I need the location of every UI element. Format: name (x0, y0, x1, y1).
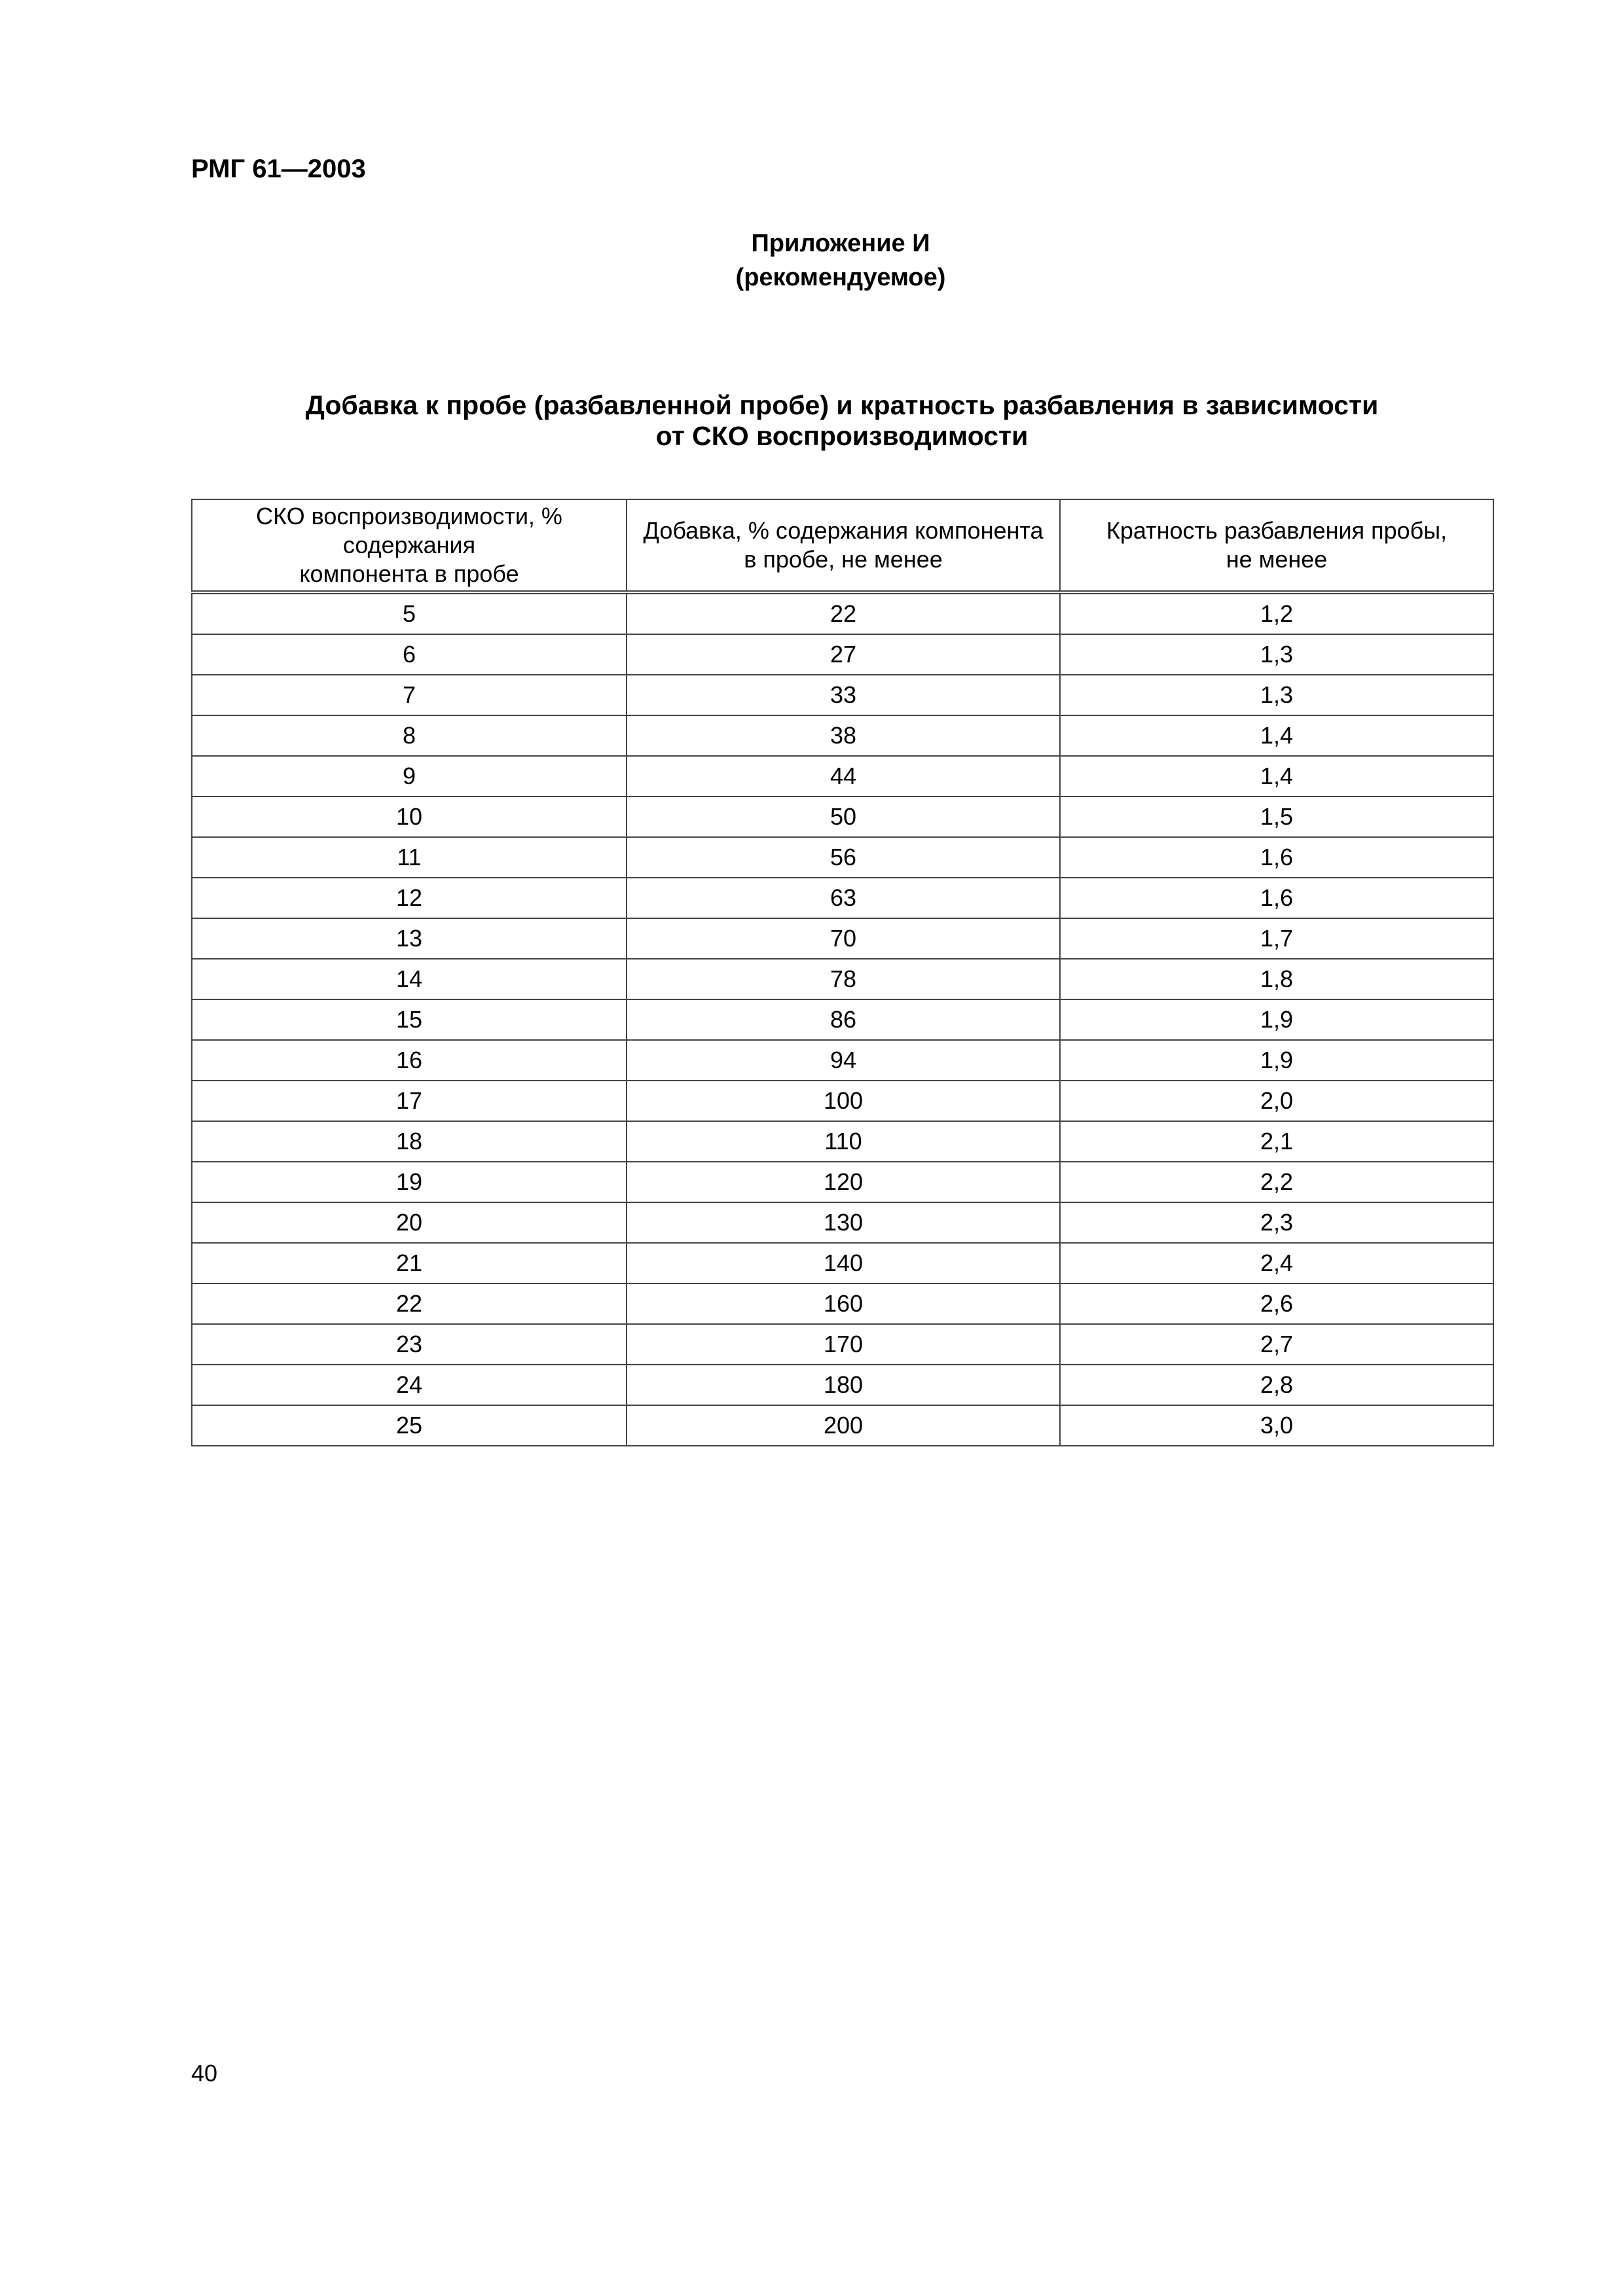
document-code: РМГ 61—2003 (191, 154, 366, 183)
table-row (192, 1081, 1493, 1121)
table-title-line-1: Добавка к пробе (разбавленной пробе) и кратность разбавления в зависимости (305, 390, 1379, 420)
cell-addition: 63 (627, 878, 1060, 918)
cell-addition: 50 (627, 797, 1060, 837)
cell-dilution: 2,7 (1060, 1324, 1493, 1365)
cell-addition: 56 (627, 837, 1060, 878)
header-row (192, 499, 1493, 592)
table-title-line-2: от СКО воспроизводимости (655, 421, 1029, 451)
cell-addition: 180 (627, 1365, 1060, 1405)
column-header-sko (192, 499, 627, 592)
table-row (192, 999, 1493, 1040)
cell-addition: 200 (627, 1405, 1060, 1446)
cell-sko: 14 (192, 959, 627, 999)
cell-addition: 140 (627, 1243, 1060, 1283)
cell-addition: 86 (627, 999, 1060, 1040)
cell-addition: 22 (627, 592, 1060, 634)
cell-addition: 160 (627, 1283, 1060, 1324)
cell-sko: 18 (192, 1121, 627, 1162)
cell-addition: 94 (627, 1040, 1060, 1081)
cell-dilution: 2,3 (1060, 1202, 1493, 1243)
cell-dilution: 2,6 (1060, 1283, 1493, 1324)
table-row (192, 797, 1493, 837)
table-row (192, 715, 1493, 756)
table-body (192, 592, 1493, 1446)
table-row (192, 756, 1493, 797)
cell-addition: 110 (627, 1121, 1060, 1162)
column-header-line: СКО воспроизводимости, % содержания (256, 503, 562, 558)
cell-sko: 6 (192, 634, 627, 675)
cell-sko: 24 (192, 1365, 627, 1405)
cell-sko: 22 (192, 1283, 627, 1324)
table-row (192, 1365, 1493, 1405)
cell-dilution: 1,3 (1060, 675, 1493, 715)
column-header-dilution (1060, 499, 1493, 592)
cell-sko: 9 (192, 756, 627, 797)
cell-dilution: 2,2 (1060, 1162, 1493, 1202)
cell-sko: 15 (192, 999, 627, 1040)
page-number: 40 (191, 2060, 218, 2087)
cell-dilution: 2,4 (1060, 1243, 1493, 1283)
cell-sko: 21 (192, 1243, 627, 1283)
column-header-line: Добавка, % содержания компонента (643, 517, 1044, 544)
cell-addition: 33 (627, 675, 1060, 715)
table-row (192, 1405, 1493, 1446)
cell-dilution: 1,5 (1060, 797, 1493, 837)
cell-addition: 78 (627, 959, 1060, 999)
cell-sko: 17 (192, 1081, 627, 1121)
cell-dilution: 3,0 (1060, 1405, 1493, 1446)
cell-dilution: 2,1 (1060, 1121, 1493, 1162)
table-row (192, 1121, 1493, 1162)
table-row (192, 634, 1493, 675)
table-row (192, 1243, 1493, 1283)
cell-sko: 11 (192, 837, 627, 878)
cell-addition: 130 (627, 1202, 1060, 1243)
table-row (192, 1324, 1493, 1365)
data-table (191, 499, 1494, 1446)
column-header-addition (627, 499, 1060, 592)
cell-dilution: 1,6 (1060, 837, 1493, 878)
cell-sko: 7 (192, 675, 627, 715)
table-row (192, 837, 1493, 878)
cell-dilution: 1,7 (1060, 918, 1493, 959)
column-header-line: не менее (1226, 546, 1328, 573)
cell-dilution: 1,2 (1060, 592, 1493, 634)
appendix-note: (рекомендуемое) (735, 264, 946, 291)
column-header-line: компонента в пробе (299, 560, 519, 587)
cell-dilution: 1,4 (1060, 756, 1493, 797)
cell-addition: 170 (627, 1324, 1060, 1365)
appendix-title: Приложение И (751, 230, 930, 257)
table-row (192, 918, 1493, 959)
cell-dilution: 2,0 (1060, 1081, 1493, 1121)
cell-addition: 120 (627, 1162, 1060, 1202)
cell-sko: 8 (192, 715, 627, 756)
cell-addition: 38 (627, 715, 1060, 756)
table-row (192, 1202, 1493, 1243)
table-row (192, 592, 1493, 634)
table-header (192, 499, 1493, 592)
table-row (192, 1162, 1493, 1202)
cell-sko: 5 (192, 592, 627, 634)
cell-addition: 70 (627, 918, 1060, 959)
table-row (192, 1283, 1493, 1324)
cell-sko: 16 (192, 1040, 627, 1081)
column-header-line: в пробе, не менее (744, 546, 943, 573)
table-row (192, 1040, 1493, 1081)
cell-sko: 19 (192, 1162, 627, 1202)
cell-sko: 25 (192, 1405, 627, 1446)
table-row (192, 675, 1493, 715)
cell-dilution: 1,3 (1060, 634, 1493, 675)
cell-dilution: 1,9 (1060, 1040, 1493, 1081)
cell-dilution: 1,6 (1060, 878, 1493, 918)
cell-dilution: 1,4 (1060, 715, 1493, 756)
cell-sko: 13 (192, 918, 627, 959)
table-row (192, 878, 1493, 918)
cell-addition: 27 (627, 634, 1060, 675)
cell-dilution: 1,8 (1060, 959, 1493, 999)
cell-sko: 12 (192, 878, 627, 918)
cell-dilution: 1,9 (1060, 999, 1493, 1040)
cell-sko: 10 (192, 797, 627, 837)
cell-sko: 20 (192, 1202, 627, 1243)
column-header-line: Кратность разбавления пробы, (1106, 517, 1448, 544)
table-row (192, 959, 1493, 999)
cell-sko: 23 (192, 1324, 627, 1365)
cell-addition: 44 (627, 756, 1060, 797)
cell-addition: 100 (627, 1081, 1060, 1121)
cell-dilution: 2,8 (1060, 1365, 1493, 1405)
